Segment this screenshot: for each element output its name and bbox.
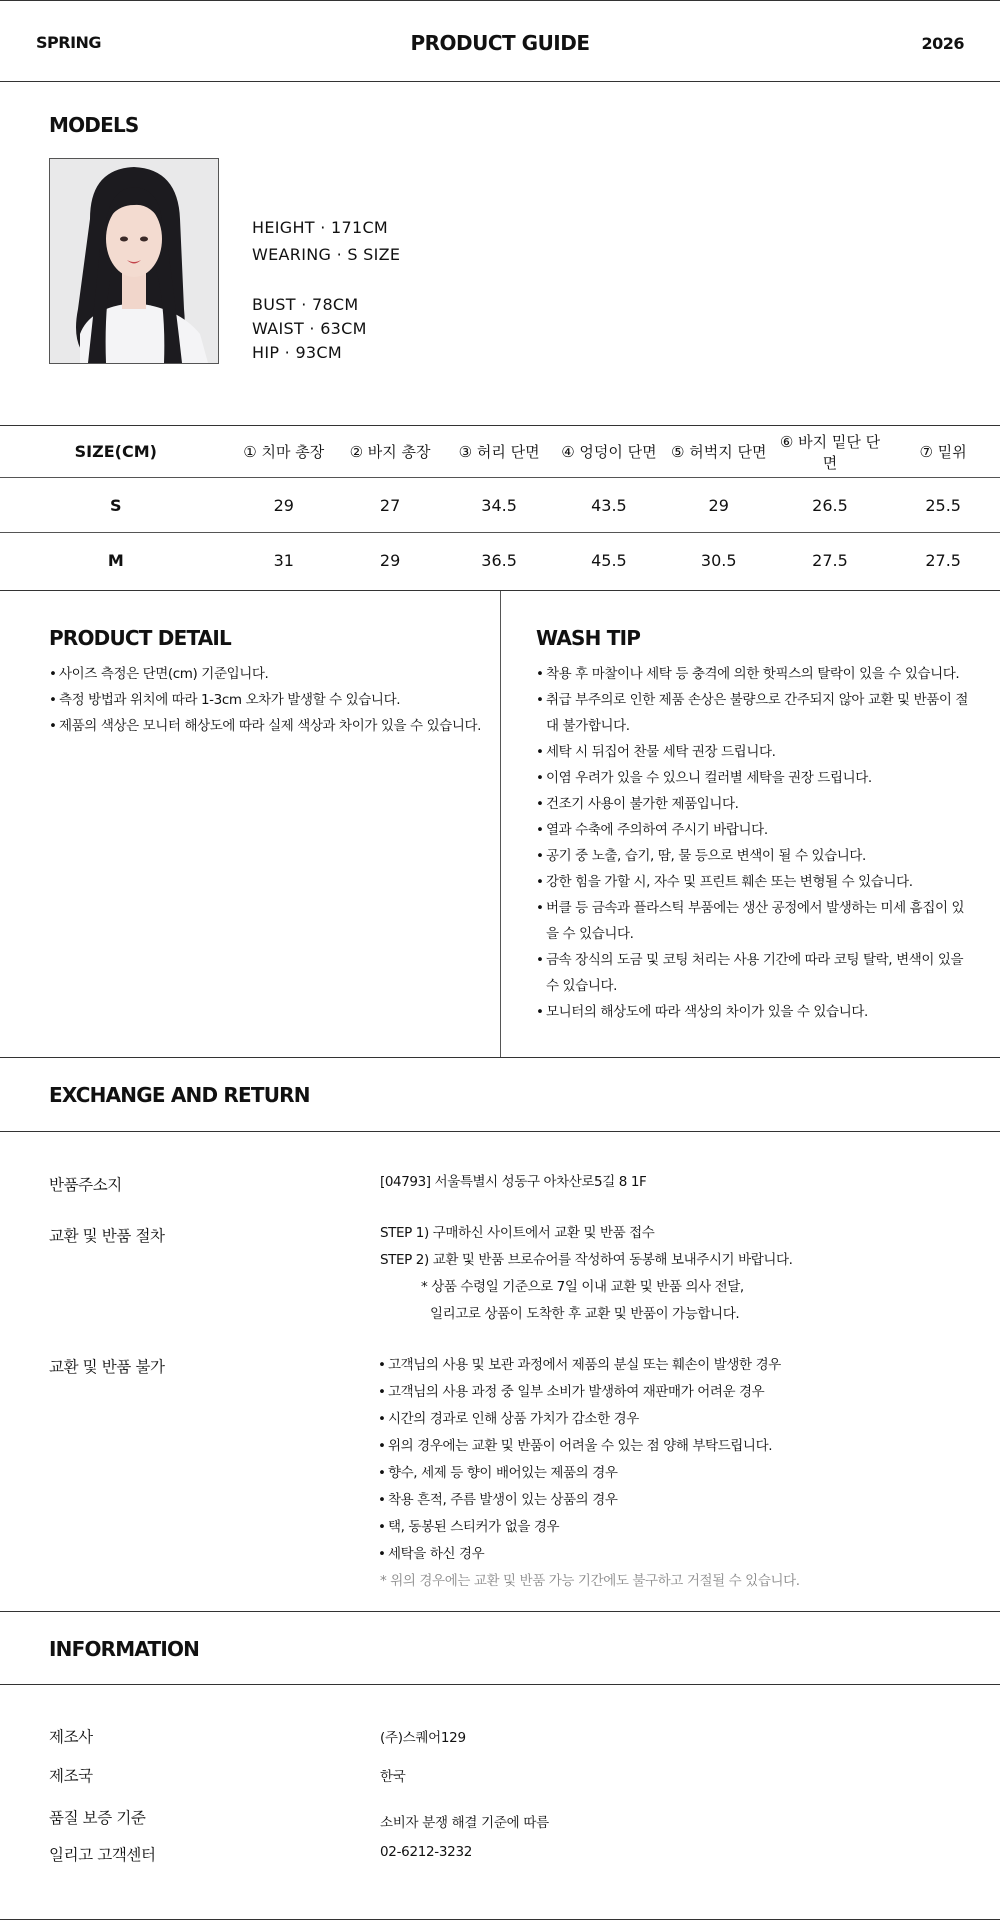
- size-cell: 27.5: [774, 533, 887, 588]
- size-header: ④ 엉덩이 단면: [554, 426, 664, 478]
- size-cell: 31: [232, 533, 336, 588]
- exchange-title: EXCHANGE AND RETURN: [49, 1083, 310, 1107]
- info-value-manufacturer: (주)스퀘어129: [380, 1730, 466, 1746]
- process-note-2: 일리고로 상품이 도착한 후 교환 및 반품이 가능합니다.: [430, 1306, 740, 1322]
- list-item: • 사이즈 측정은 단면(cm) 기준입니다.: [49, 661, 489, 687]
- list-item: • 착용 흔적, 주름 발생이 있는 상품의 경우: [378, 1487, 978, 1514]
- list-item: • 버클 등 금속과 플라스틱 부품에는 생산 공정에서 발생하는 미세 흠집이 있을 수 있습니다.: [536, 895, 976, 947]
- list-item: • 강한 힘을 가할 시, 자수 및 프린트 훼손 또는 변형될 수 있습니다.: [536, 869, 976, 895]
- list-item: • 세탁 시 뒤집어 찬물 세탁 권장 드립니다.: [536, 739, 976, 765]
- info-label-customer-center: 일리고 고객센터: [49, 1846, 156, 1864]
- size-cell: M: [0, 533, 232, 588]
- size-cell: 29: [232, 478, 336, 533]
- size-cell: 25.5: [886, 478, 1000, 533]
- header-divider: [0, 81, 1000, 82]
- return-address-label: 반품주소지: [49, 1176, 122, 1194]
- size-cell: 29: [336, 533, 444, 588]
- list-item: • 세탁을 하신 경우: [378, 1541, 978, 1568]
- detail-bottom-border: [0, 1057, 1000, 1058]
- process-note-1: * 상품 수령일 기준으로 7일 이내 교환 및 반품 의사 전달,: [421, 1279, 744, 1295]
- list-item: • 열과 수축에 주의하여 주시기 바랍니다.: [536, 817, 976, 843]
- model-height: HEIGHT · 171CM: [252, 218, 389, 237]
- info-value-country: 한국: [380, 1769, 406, 1785]
- info-label-country: 제조국: [49, 1767, 93, 1785]
- return-address-value: [04793] 서울특별시 성동구 아차산로5길 8 1F: [380, 1174, 647, 1190]
- process-step-1: STEP 1) 구매하신 사이트에서 교환 및 반품 접수: [380, 1225, 655, 1241]
- list-item: • 고객님의 사용 과정 중 일부 소비가 발생하여 재판매가 어려운 경우: [378, 1379, 978, 1406]
- size-cell: 36.5: [444, 533, 554, 588]
- list-item: • 이염 우려가 있을 수 있으니 컬러별 세탁을 권장 드립니다.: [536, 765, 976, 791]
- models-title: MODELS: [49, 113, 139, 137]
- model-wearing: WEARING · S SIZE: [252, 245, 401, 264]
- product-detail-list: [49, 661, 489, 739]
- model-bust: BUST · 78CM: [252, 295, 359, 314]
- size-cell: 29: [664, 478, 774, 533]
- process-step-2: STEP 2) 교환 및 반품 브로슈어를 작성하여 동봉해 보내주시기 바랍니다.: [380, 1252, 793, 1268]
- list-item: • 금속 장식의 도금 및 코팅 처리는 사용 기간에 따라 코팅 탈락, 변색이 있을 수 있습니다.: [536, 947, 976, 999]
- model-photo: [49, 158, 219, 364]
- size-header: ② 바지 총장: [336, 426, 444, 478]
- list-item: • 제품의 색상은 모니터 해상도에 따라 실제 색상과 차이가 있을 수 있습니다.: [49, 713, 489, 739]
- list-item: • 택, 동봉된 스티커가 없을 경우: [378, 1514, 978, 1541]
- model-portrait-image: [50, 159, 218, 363]
- wash-tip-list: [536, 661, 976, 1025]
- exchange-not-allowed-label: 교환 및 반품 불가: [49, 1358, 165, 1376]
- size-header: ⑤ 허벅지 단면: [664, 426, 774, 478]
- size-table-row: [0, 533, 1000, 588]
- size-cell: 26.5: [774, 478, 887, 533]
- exchange-title-divider: [0, 1131, 1000, 1132]
- exchange-process-label: 교환 및 반품 절차: [49, 1227, 165, 1245]
- size-cell: 43.5: [554, 478, 664, 533]
- column-divider: [500, 591, 501, 1057]
- information-title: INFORMATION: [49, 1637, 200, 1661]
- model-waist: WAIST · 63CM: [252, 319, 367, 338]
- list-item: • 위의 경우에는 교환 및 반품이 어려울 수 있는 점 양해 부탁드립니다.: [378, 1433, 978, 1460]
- list-item: • 측정 방법과 위치에 따라 1-3cm 오차가 발생할 수 있습니다.: [49, 687, 489, 713]
- size-header: SIZE(CM): [0, 426, 232, 478]
- size-cell: 27: [336, 478, 444, 533]
- size-header: ⑥ 바지 밑단 단면: [774, 426, 887, 478]
- season-label: SPRING: [36, 33, 102, 52]
- info-label-quality: 품질 보증 기준: [49, 1809, 146, 1827]
- wash-tip-title: WASH TIP: [536, 626, 641, 650]
- exchange-note: * 위의 경우에는 교환 및 반품 가능 기간에도 불구하고 거절될 수 있습니다.: [380, 1573, 800, 1589]
- info-value-quality: 소비자 분쟁 해결 기준에 따름: [380, 1815, 549, 1831]
- list-item: • 모니터의 해상도에 따라 색상의 차이가 있을 수 있습니다.: [536, 999, 976, 1025]
- size-table: [0, 426, 1000, 587]
- size-header: ③ 허리 단면: [444, 426, 554, 478]
- exchange-bottom-border: [0, 1611, 1000, 1612]
- size-cell: S: [0, 478, 232, 533]
- size-table-header-row: [0, 426, 1000, 478]
- size-header: ⑦ 밑위: [886, 426, 1000, 478]
- top-border: [0, 0, 1000, 1]
- page-title: PRODUCT GUIDE: [410, 31, 590, 55]
- product-detail-title: PRODUCT DETAIL: [49, 626, 232, 650]
- list-item: • 취급 부주의로 인한 제품 손상은 불량으로 간주되지 않아 교환 및 반품이 절대 불가합니다.: [536, 687, 976, 739]
- list-item: • 시간의 경과로 인해 상품 가치가 감소한 경우: [378, 1406, 978, 1433]
- size-cell: 45.5: [554, 533, 664, 588]
- list-item: • 고객님의 사용 및 보관 과정에서 제품의 분실 또는 훼손이 발생한 경우: [378, 1352, 978, 1379]
- year-label: 2026: [921, 34, 964, 53]
- size-table-row: [0, 478, 1000, 533]
- bottom-border: [0, 1919, 1000, 1920]
- list-item: • 착용 후 마찰이나 세탁 등 충격에 의한 핫픽스의 탈락이 있을 수 있습니다.: [536, 661, 976, 687]
- model-hip: HIP · 93CM: [252, 343, 342, 362]
- size-cell: 34.5: [444, 478, 554, 533]
- list-item: • 건조기 사용이 불가한 제품입니다.: [536, 791, 976, 817]
- size-cell: 30.5: [664, 533, 774, 588]
- information-title-divider: [0, 1684, 1000, 1685]
- size-cell: 27.5: [886, 533, 1000, 588]
- list-item: • 공기 중 노출, 습기, 땀, 물 등으로 변색이 될 수 있습니다.: [536, 843, 976, 869]
- info-label-manufacturer: 제조사: [49, 1728, 93, 1746]
- size-header: ① 치마 총장: [232, 426, 336, 478]
- info-value-customer-center: 02-6212-3232: [380, 1844, 473, 1860]
- exchange-not-allowed-list: [378, 1352, 978, 1568]
- list-item: • 향수, 세제 등 향이 배어있는 제품의 경우: [378, 1460, 978, 1487]
